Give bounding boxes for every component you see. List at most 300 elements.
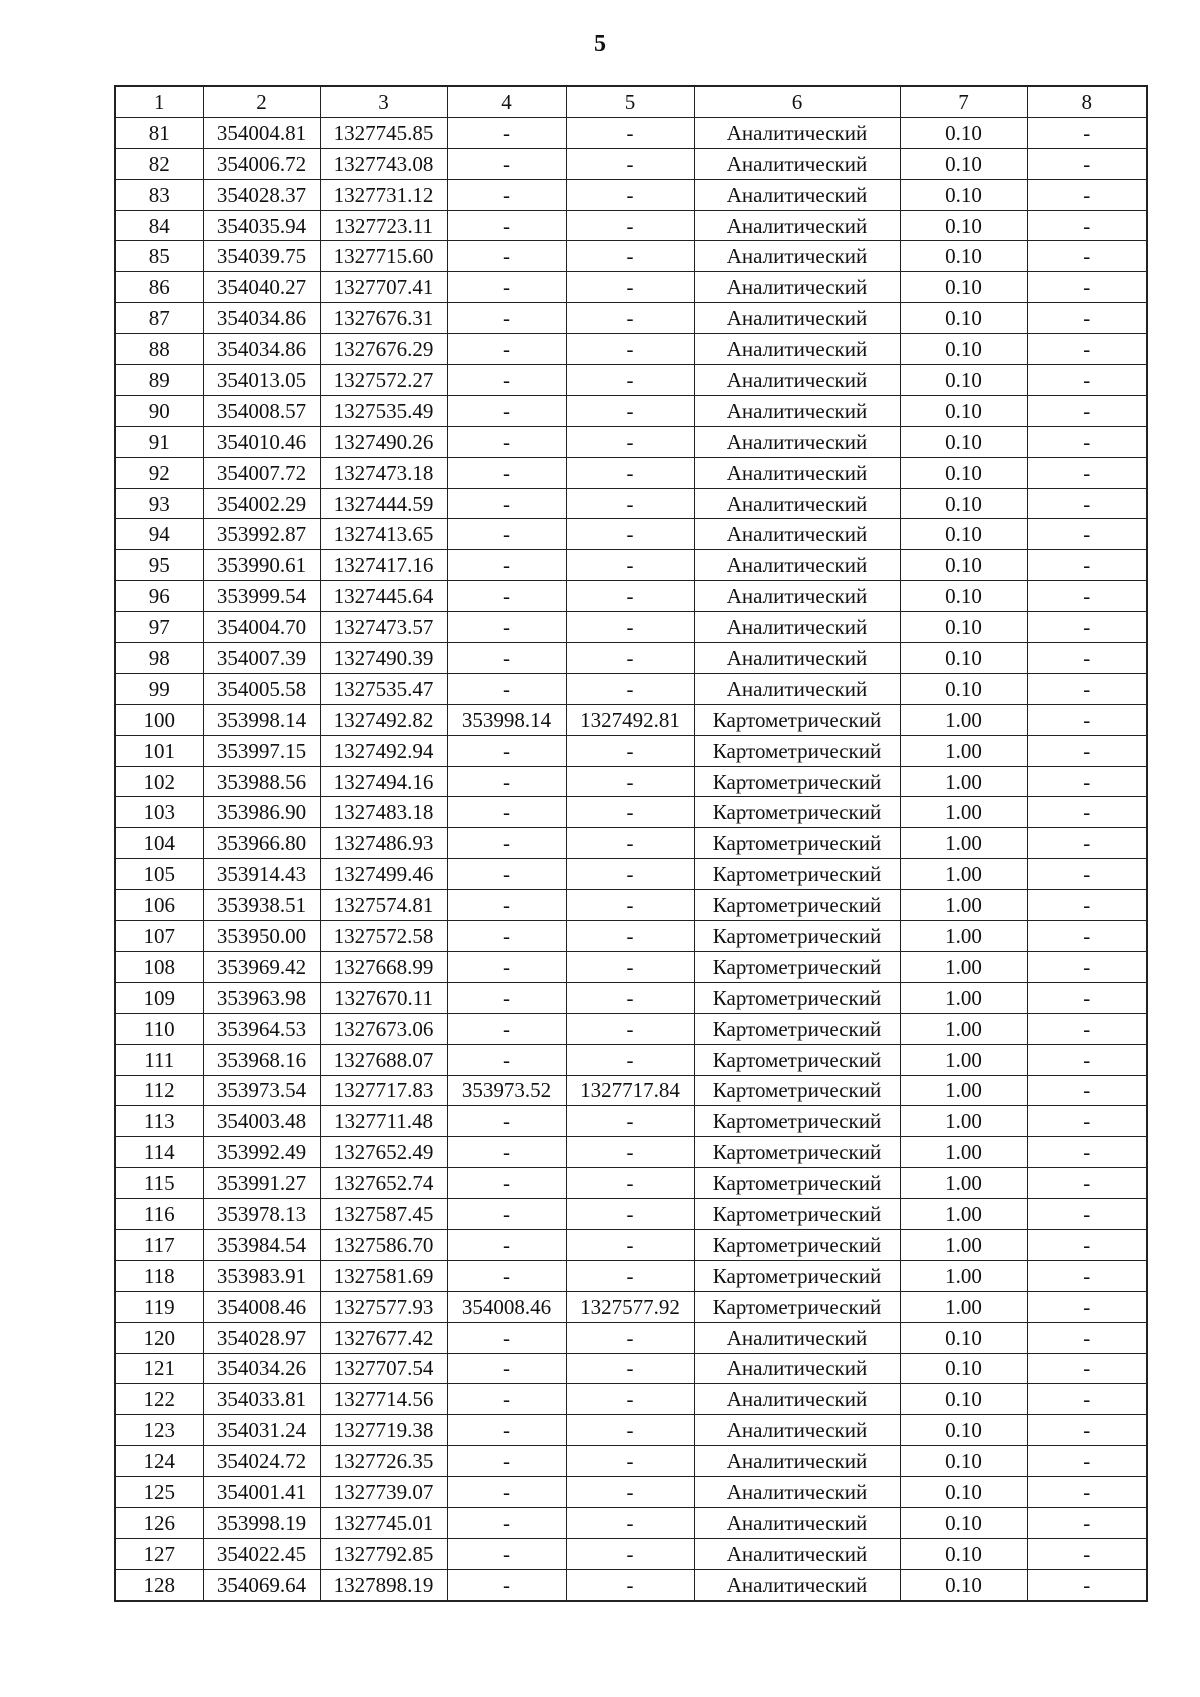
cell-x-coordinate: 354008.46 [203, 1291, 320, 1322]
table-row [115, 395, 1147, 426]
table-row [115, 1415, 1147, 1446]
cell-x-coordinate: 353973.54 [203, 1075, 320, 1106]
table-row [115, 117, 1147, 148]
table-row [115, 1229, 1147, 1260]
cell-x-coordinate-prev: - [447, 1353, 566, 1384]
cell-method: Картометрический [694, 951, 900, 982]
cell-y-coordinate-prev: - [566, 334, 694, 365]
table-row [115, 612, 1147, 643]
cell-accuracy: 1.00 [900, 704, 1027, 735]
cell-x-coordinate: 353992.87 [203, 519, 320, 550]
cell-y-coordinate: 1327417.16 [320, 550, 447, 581]
cell-point-number: 118 [115, 1260, 203, 1291]
cell-x-coordinate-prev: - [447, 612, 566, 643]
cell-y-coordinate-prev: - [566, 1415, 694, 1446]
cell-point-number: 94 [115, 519, 203, 550]
cell-accuracy: 1.00 [900, 1260, 1027, 1291]
cell-x-coordinate-prev: - [447, 1415, 566, 1446]
cell-note: - [1027, 303, 1147, 334]
cell-point-number: 90 [115, 395, 203, 426]
cell-x-coordinate-prev: - [447, 395, 566, 426]
cell-accuracy: 1.00 [900, 859, 1027, 890]
cell-y-coordinate: 1327745.85 [320, 117, 447, 148]
column-header-5: 5 [566, 86, 694, 117]
column-header-1: 1 [115, 86, 203, 117]
cell-point-number: 91 [115, 426, 203, 457]
cell-accuracy: 0.10 [900, 1353, 1027, 1384]
table-row [115, 1353, 1147, 1384]
cell-y-coordinate-prev: - [566, 1137, 694, 1168]
cell-method: Аналитический [694, 1446, 900, 1477]
cell-point-number: 107 [115, 921, 203, 952]
table-row [115, 179, 1147, 210]
cell-note: - [1027, 1199, 1147, 1230]
cell-y-coordinate-prev: - [566, 1353, 694, 1384]
cell-method: Картометрический [694, 1106, 900, 1137]
cell-point-number: 84 [115, 210, 203, 241]
cell-x-coordinate-prev: - [447, 117, 566, 148]
cell-method: Аналитический [694, 395, 900, 426]
cell-point-number: 97 [115, 612, 203, 643]
cell-note: - [1027, 1569, 1147, 1600]
cell-note: - [1027, 890, 1147, 921]
cell-note: - [1027, 210, 1147, 241]
cell-x-coordinate-prev: - [447, 148, 566, 179]
cell-x-coordinate: 354034.26 [203, 1353, 320, 1384]
cell-point-number: 122 [115, 1384, 203, 1415]
table-row [115, 890, 1147, 921]
cell-accuracy: 1.00 [900, 797, 1027, 828]
cell-accuracy: 0.10 [900, 581, 1027, 612]
cell-accuracy: 0.10 [900, 395, 1027, 426]
cell-method: Картометрический [694, 982, 900, 1013]
cell-y-coordinate-prev: - [566, 488, 694, 519]
cell-y-coordinate-prev: - [566, 148, 694, 179]
page-number: 5 [594, 31, 606, 57]
table-row [115, 148, 1147, 179]
cell-accuracy: 0.10 [900, 519, 1027, 550]
table-row [115, 519, 1147, 550]
table-row [115, 797, 1147, 828]
cell-y-coordinate-prev: 1327492.81 [566, 704, 694, 735]
cell-method: Аналитический [694, 643, 900, 674]
cell-y-coordinate: 1327898.19 [320, 1569, 447, 1600]
cell-point-number: 85 [115, 241, 203, 272]
cell-method: Аналитический [694, 457, 900, 488]
cell-y-coordinate-prev: - [566, 1229, 694, 1260]
cell-accuracy: 0.10 [900, 1569, 1027, 1600]
cell-y-coordinate: 1327499.46 [320, 859, 447, 890]
cell-y-coordinate-prev: - [566, 890, 694, 921]
cell-method: Аналитический [694, 1415, 900, 1446]
table-row [115, 1477, 1147, 1508]
cell-accuracy: 0.10 [900, 488, 1027, 519]
cell-y-coordinate-prev: - [566, 395, 694, 426]
cell-y-coordinate-prev: - [566, 859, 694, 890]
cell-note: - [1027, 1507, 1147, 1538]
cell-x-coordinate: 354004.70 [203, 612, 320, 643]
cell-note: - [1027, 1013, 1147, 1044]
cell-x-coordinate: 353999.54 [203, 581, 320, 612]
cell-accuracy: 1.00 [900, 1199, 1027, 1230]
cell-point-number: 124 [115, 1446, 203, 1477]
cell-method: Аналитический [694, 550, 900, 581]
cell-point-number: 105 [115, 859, 203, 890]
cell-y-coordinate-prev: - [566, 1569, 694, 1600]
table-row [115, 457, 1147, 488]
cell-y-coordinate-prev: - [566, 457, 694, 488]
cell-note: - [1027, 1260, 1147, 1291]
cell-note: - [1027, 612, 1147, 643]
table-row [115, 241, 1147, 272]
cell-point-number: 99 [115, 673, 203, 704]
cell-y-coordinate: 1327490.26 [320, 426, 447, 457]
cell-x-coordinate: 354008.57 [203, 395, 320, 426]
cell-y-coordinate: 1327587.45 [320, 1199, 447, 1230]
cell-x-coordinate-prev: - [447, 179, 566, 210]
cell-point-number: 111 [115, 1044, 203, 1075]
cell-x-coordinate-prev: - [447, 1044, 566, 1075]
cell-method: Картометрический [694, 1168, 900, 1199]
cell-x-coordinate-prev: - [447, 1322, 566, 1353]
cell-point-number: 87 [115, 303, 203, 334]
cell-accuracy: 0.10 [900, 365, 1027, 396]
cell-method: Аналитический [694, 1353, 900, 1384]
cell-note: - [1027, 1538, 1147, 1569]
cell-method: Картометрический [694, 1075, 900, 1106]
cell-method: Аналитический [694, 581, 900, 612]
cell-method: Аналитический [694, 148, 900, 179]
cell-x-coordinate-prev: - [447, 859, 566, 890]
cell-accuracy: 0.10 [900, 612, 1027, 643]
cell-note: - [1027, 797, 1147, 828]
cell-x-coordinate: 354028.97 [203, 1322, 320, 1353]
cell-note: - [1027, 673, 1147, 704]
table-row [115, 982, 1147, 1013]
table-row [115, 334, 1147, 365]
cell-point-number: 96 [115, 581, 203, 612]
cell-accuracy: 0.10 [900, 426, 1027, 457]
cell-note: - [1027, 395, 1147, 426]
cell-x-coordinate-prev: - [447, 1013, 566, 1044]
cell-x-coordinate: 353992.49 [203, 1137, 320, 1168]
cell-point-number: 117 [115, 1229, 203, 1260]
cell-y-coordinate: 1327731.12 [320, 179, 447, 210]
cell-point-number: 128 [115, 1569, 203, 1600]
cell-note: - [1027, 272, 1147, 303]
cell-method: Аналитический [694, 1569, 900, 1600]
cell-method: Аналитический [694, 488, 900, 519]
column-header-4: 4 [447, 86, 566, 117]
cell-accuracy: 0.10 [900, 643, 1027, 674]
cell-point-number: 123 [115, 1415, 203, 1446]
cell-note: - [1027, 1415, 1147, 1446]
table-row [115, 1446, 1147, 1477]
cell-note: - [1027, 859, 1147, 890]
cell-y-coordinate: 1327743.08 [320, 148, 447, 179]
cell-note: - [1027, 519, 1147, 550]
cell-y-coordinate: 1327577.93 [320, 1291, 447, 1322]
cell-point-number: 126 [115, 1507, 203, 1538]
cell-x-coordinate-prev: - [447, 766, 566, 797]
cell-accuracy: 0.10 [900, 673, 1027, 704]
table-row [115, 951, 1147, 982]
cell-point-number: 82 [115, 148, 203, 179]
table-row [115, 735, 1147, 766]
cell-x-coordinate-prev: - [447, 488, 566, 519]
cell-accuracy: 0.10 [900, 1507, 1027, 1538]
cell-note: - [1027, 241, 1147, 272]
cell-x-coordinate: 353969.42 [203, 951, 320, 982]
cell-x-coordinate-prev: - [447, 951, 566, 982]
cell-point-number: 114 [115, 1137, 203, 1168]
column-header-6: 6 [694, 86, 900, 117]
cell-y-coordinate-prev: - [566, 519, 694, 550]
cell-method: Картометрический [694, 1044, 900, 1075]
cell-y-coordinate-prev: - [566, 766, 694, 797]
cell-y-coordinate-prev: - [566, 612, 694, 643]
cell-y-coordinate: 1327574.81 [320, 890, 447, 921]
cell-y-coordinate: 1327677.42 [320, 1322, 447, 1353]
cell-point-number: 101 [115, 735, 203, 766]
cell-accuracy: 1.00 [900, 1044, 1027, 1075]
cell-y-coordinate: 1327492.94 [320, 735, 447, 766]
cell-y-coordinate: 1327494.16 [320, 766, 447, 797]
cell-method: Картометрический [694, 890, 900, 921]
cell-method: Аналитический [694, 210, 900, 241]
cell-x-coordinate-prev: - [447, 828, 566, 859]
cell-point-number: 106 [115, 890, 203, 921]
cell-point-number: 115 [115, 1168, 203, 1199]
cell-method: Аналитический [694, 272, 900, 303]
cell-y-coordinate: 1327676.31 [320, 303, 447, 334]
cell-x-coordinate: 353938.51 [203, 890, 320, 921]
cell-accuracy: 1.00 [900, 1075, 1027, 1106]
cell-point-number: 102 [115, 766, 203, 797]
cell-x-coordinate: 354033.81 [203, 1384, 320, 1415]
cell-y-coordinate: 1327676.29 [320, 334, 447, 365]
cell-method: Аналитический [694, 673, 900, 704]
cell-y-coordinate: 1327792.85 [320, 1538, 447, 1569]
cell-y-coordinate-prev: - [566, 272, 694, 303]
cell-note: - [1027, 1446, 1147, 1477]
cell-note: - [1027, 643, 1147, 674]
cell-note: - [1027, 1322, 1147, 1353]
cell-y-coordinate: 1327670.11 [320, 982, 447, 1013]
cell-y-coordinate-prev: - [566, 828, 694, 859]
cell-x-coordinate-prev: - [447, 241, 566, 272]
cell-x-coordinate: 354034.86 [203, 303, 320, 334]
table-row [115, 365, 1147, 396]
cell-method: Картометрический [694, 1291, 900, 1322]
table-row [115, 921, 1147, 952]
cell-y-coordinate: 1327444.59 [320, 488, 447, 519]
cell-method: Аналитический [694, 1384, 900, 1415]
cell-x-coordinate-prev: - [447, 519, 566, 550]
table-row [115, 673, 1147, 704]
cell-method: Аналитический [694, 1507, 900, 1538]
cell-y-coordinate-prev: 1327577.92 [566, 1291, 694, 1322]
cell-y-coordinate-prev: - [566, 643, 694, 674]
cell-y-coordinate-prev: - [566, 1477, 694, 1508]
cell-method: Аналитический [694, 179, 900, 210]
cell-x-coordinate: 353998.14 [203, 704, 320, 735]
cell-y-coordinate: 1327483.18 [320, 797, 447, 828]
cell-y-coordinate: 1327490.39 [320, 643, 447, 674]
cell-accuracy: 0.10 [900, 179, 1027, 210]
cell-note: - [1027, 365, 1147, 396]
cell-accuracy: 1.00 [900, 982, 1027, 1013]
column-header-2: 2 [203, 86, 320, 117]
cell-accuracy: 0.10 [900, 334, 1027, 365]
cell-method: Картометрический [694, 828, 900, 859]
cell-method: Картометрический [694, 1137, 900, 1168]
table-row [115, 581, 1147, 612]
table-row [115, 488, 1147, 519]
cell-point-number: 113 [115, 1106, 203, 1137]
cell-y-coordinate-prev: - [566, 550, 694, 581]
cell-y-coordinate: 1327581.69 [320, 1260, 447, 1291]
cell-x-coordinate-prev: - [447, 457, 566, 488]
cell-x-coordinate-prev: - [447, 334, 566, 365]
cell-x-coordinate-prev: - [447, 581, 566, 612]
cell-x-coordinate: 354003.48 [203, 1106, 320, 1137]
cell-x-coordinate: 354007.72 [203, 457, 320, 488]
cell-method: Картометрический [694, 1229, 900, 1260]
cell-y-coordinate: 1327723.11 [320, 210, 447, 241]
cell-y-coordinate-prev: - [566, 797, 694, 828]
table-row [115, 859, 1147, 890]
cell-y-coordinate: 1327486.93 [320, 828, 447, 859]
cell-x-coordinate: 354069.64 [203, 1569, 320, 1600]
cell-x-coordinate: 354007.39 [203, 643, 320, 674]
cell-note: - [1027, 457, 1147, 488]
cell-y-coordinate-prev: - [566, 951, 694, 982]
cell-point-number: 127 [115, 1538, 203, 1569]
cell-x-coordinate: 354005.58 [203, 673, 320, 704]
cell-note: - [1027, 1229, 1147, 1260]
cell-note: - [1027, 550, 1147, 581]
cell-method: Аналитический [694, 1477, 900, 1508]
cell-x-coordinate: 353914.43 [203, 859, 320, 890]
cell-method: Аналитический [694, 426, 900, 457]
cell-note: - [1027, 1044, 1147, 1075]
cell-x-coordinate: 354006.72 [203, 148, 320, 179]
cell-x-coordinate-prev: - [447, 365, 566, 396]
table-row [115, 1106, 1147, 1137]
cell-accuracy: 0.10 [900, 1477, 1027, 1508]
column-header-8: 8 [1027, 86, 1147, 117]
cell-x-coordinate-prev: 353973.52 [447, 1075, 566, 1106]
table-row [115, 210, 1147, 241]
cell-method: Картометрический [694, 1013, 900, 1044]
cell-x-coordinate-prev: - [447, 550, 566, 581]
cell-y-coordinate: 1327445.64 [320, 581, 447, 612]
cell-note: - [1027, 117, 1147, 148]
cell-note: - [1027, 179, 1147, 210]
table-row [115, 1075, 1147, 1106]
cell-y-coordinate: 1327572.27 [320, 365, 447, 396]
cell-note: - [1027, 951, 1147, 982]
cell-note: - [1027, 1477, 1147, 1508]
cell-note: - [1027, 1137, 1147, 1168]
cell-x-coordinate-prev: - [447, 921, 566, 952]
cell-y-coordinate: 1327745.01 [320, 1507, 447, 1538]
cell-y-coordinate: 1327473.57 [320, 612, 447, 643]
cell-y-coordinate-prev: - [566, 179, 694, 210]
cell-y-coordinate: 1327726.35 [320, 1446, 447, 1477]
cell-method: Аналитический [694, 365, 900, 396]
cell-y-coordinate: 1327652.74 [320, 1168, 447, 1199]
cell-y-coordinate-prev: - [566, 1260, 694, 1291]
cell-point-number: 95 [115, 550, 203, 581]
cell-method: Аналитический [694, 1538, 900, 1569]
cell-method: Картометрический [694, 1260, 900, 1291]
cell-point-number: 108 [115, 951, 203, 982]
cell-method: Аналитический [694, 612, 900, 643]
cell-x-coordinate-prev: - [447, 210, 566, 241]
cell-accuracy: 1.00 [900, 1229, 1027, 1260]
cell-y-coordinate: 1327711.48 [320, 1106, 447, 1137]
cell-y-coordinate-prev: - [566, 303, 694, 334]
table-row [115, 766, 1147, 797]
cell-x-coordinate-prev: - [447, 797, 566, 828]
cell-y-coordinate-prev: - [566, 1507, 694, 1538]
cell-accuracy: 1.00 [900, 766, 1027, 797]
cell-accuracy: 1.00 [900, 951, 1027, 982]
cell-x-coordinate-prev: - [447, 1168, 566, 1199]
cell-y-coordinate: 1327535.47 [320, 673, 447, 704]
cell-point-number: 81 [115, 117, 203, 148]
cell-point-number: 83 [115, 179, 203, 210]
cell-y-coordinate-prev: - [566, 581, 694, 612]
cell-x-coordinate-prev: - [447, 1260, 566, 1291]
cell-y-coordinate: 1327473.18 [320, 457, 447, 488]
cell-point-number: 89 [115, 365, 203, 396]
cell-y-coordinate-prev: - [566, 1322, 694, 1353]
cell-accuracy: 1.00 [900, 735, 1027, 766]
cell-y-coordinate-prev: - [566, 241, 694, 272]
table-row [115, 1569, 1147, 1600]
table-row [115, 1044, 1147, 1075]
cell-point-number: 86 [115, 272, 203, 303]
cell-point-number: 104 [115, 828, 203, 859]
cell-y-coordinate: 1327719.38 [320, 1415, 447, 1446]
cell-note: - [1027, 426, 1147, 457]
cell-note: - [1027, 1291, 1147, 1322]
table-row [115, 426, 1147, 457]
table-row [115, 704, 1147, 735]
cell-accuracy: 1.00 [900, 1013, 1027, 1044]
cell-x-coordinate-prev: - [447, 890, 566, 921]
cell-accuracy: 0.10 [900, 1322, 1027, 1353]
cell-y-coordinate: 1327715.60 [320, 241, 447, 272]
table-row [115, 1384, 1147, 1415]
cell-note: - [1027, 334, 1147, 365]
cell-x-coordinate: 353984.54 [203, 1229, 320, 1260]
cell-note: - [1027, 1106, 1147, 1137]
cell-x-coordinate: 354040.27 [203, 272, 320, 303]
cell-accuracy: 1.00 [900, 921, 1027, 952]
cell-x-coordinate: 353988.56 [203, 766, 320, 797]
cell-x-coordinate: 354022.45 [203, 1538, 320, 1569]
cell-point-number: 98 [115, 643, 203, 674]
cell-note: - [1027, 766, 1147, 797]
cell-accuracy: 1.00 [900, 890, 1027, 921]
cell-y-coordinate-prev: - [566, 1044, 694, 1075]
cell-point-number: 121 [115, 1353, 203, 1384]
cell-x-coordinate: 354001.41 [203, 1477, 320, 1508]
